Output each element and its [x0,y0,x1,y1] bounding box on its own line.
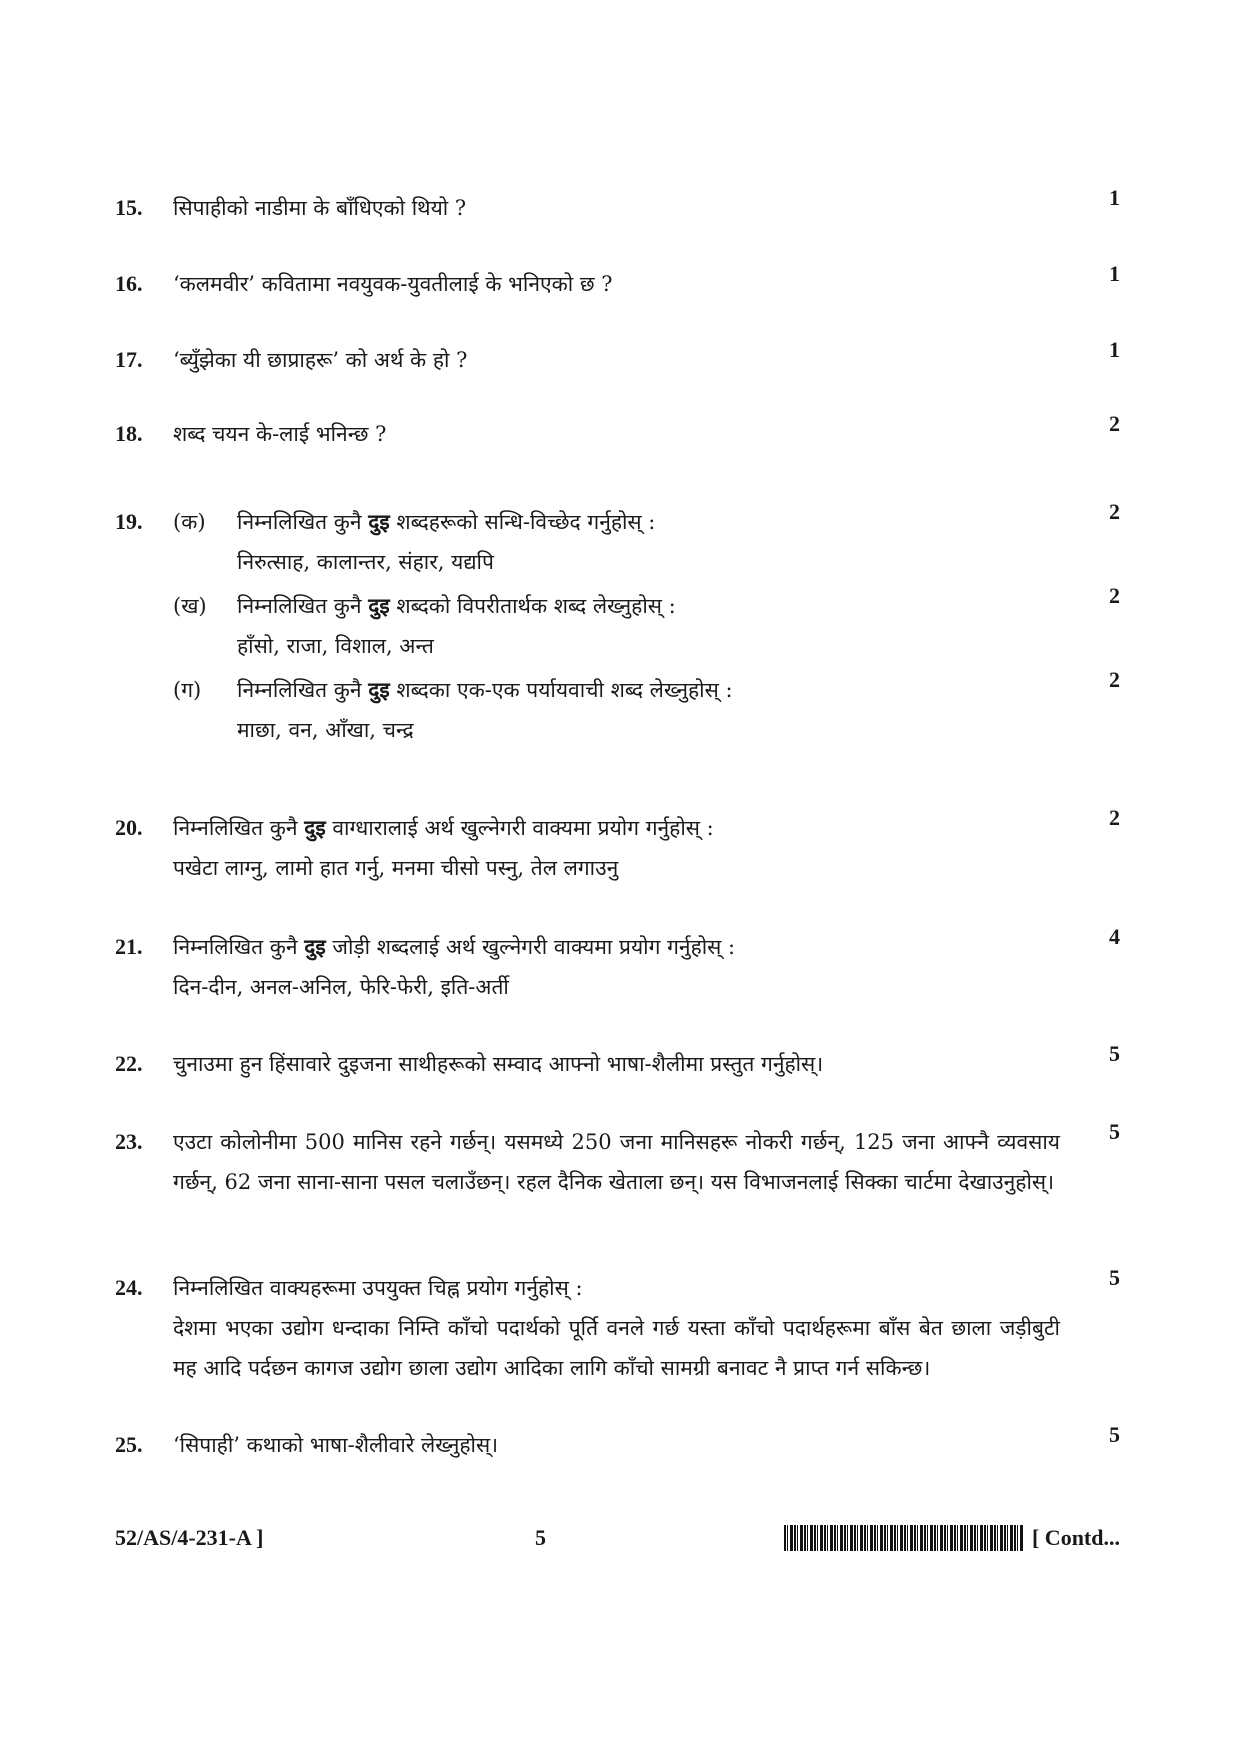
question-number: 25. [115,1432,143,1457]
question-24 [115,1265,1120,1388]
question-number: 16. [115,271,143,296]
question-number: 15. [115,195,143,220]
question-19 [115,499,1120,750]
paper-code: 52/AS/4-231-A ] [115,1525,264,1550]
subpart-words: निरुत्साह, कालान्तर, संहार, यद्यपि [237,550,494,574]
question-number: 20. [115,815,143,840]
question-18 [115,411,1120,454]
question-17 [115,337,1120,380]
subpart-label: (ख) [173,594,207,618]
subpart-text: निम्नलिखित कुनै दुइ शब्दको विपरीतार्थक शब्द लेख्नुहोस् : [237,593,676,618]
question-text: शब्द चयन के-लाई भनिन्छ ? [173,422,387,446]
question-number: 21. [115,934,143,959]
question-23 [115,1119,1120,1202]
question-paragraph: देशमा भएका उद्योग धन्दाका निम्ति काँचो पदार्थको पूर्ति वनले गर्छ यस्ता काँचो पदार्थहरूमा बाँस बेत छाला जड़ीबुटी मह आदि पर्दछन कागज उद्योग छाला उद्योग आदिका लागि काँचो सामग्री बनावट नै प्राप्त गर्न सकिन्छ। [173,1316,1060,1380]
question-text: ‘ब्युँझेका यी छाप्राहरू’ को अर्थ के हो ? [173,348,468,372]
page-footer [115,1525,1120,1565]
question-number: 24. [115,1275,143,1300]
question-number: 19. [115,509,143,534]
question-marks: 5 [1109,1041,1120,1066]
question-text: निम्नलिखित कुनै दुइ वाग्धारालाई अर्थ खुल्नेगरी वाक्यमा प्रयोग गर्नुहोस् : [173,815,714,840]
question-16 [115,261,1120,304]
question-text: सिपाहीको नाडीमा के बाँधिएको थियो ? [173,196,467,220]
subpart-label: (ग) [173,678,202,702]
subpart-words: हाँसो, राजा, विशाल, अन्त [237,634,434,658]
question-number: 22. [115,1051,143,1076]
question-text: एउटा कोलोनीमा 500 मानिस रहने गर्छन्। यसमध्ये 250 जना मानिसहरू नोकरी गर्छन्, 125 जना आफ्नै व्यवसाय गर्छन्, 62 जना साना-साना पसल चलाउँछन्। रहल दैनिक खेताला छन्। यस विभाजनलाई सिक्का चार्टमा देखाउनुहोस्। [173,1130,1060,1194]
question-22 [115,1041,1120,1084]
question-text: ‘कलमवीर’ कवितामा नवयुवक-युवतीलाई के भनिएको छ ? [173,272,613,296]
subpart-text: निम्नलिखित कुनै दुइ शब्दका एक-एक पर्यायवाची शब्द लेख्नुहोस् : [237,677,733,702]
question-number: 17. [115,347,143,372]
subpart-words: माछा, वन, आँखा, चन्द्र [237,718,414,742]
subpart-marks: 2 [1109,499,1120,524]
question-number: 23. [115,1129,143,1154]
subpart-marks: 2 [1109,583,1120,608]
question-words: दिन-दीन, अनल-अनिल, फेरि-फेरी, इति-अर्ती [173,975,509,999]
question-words: पखेटा लाग्नु, लामो हात गर्नु, मनमा चीसो पस्नु, तेल लगाउनु [173,856,619,880]
question-text: निम्नलिखित वाक्यहरूमा उपयुक्त चिह्न प्रयोग गर्नुहोस् : [173,1276,583,1300]
question-marks: 4 [1109,924,1120,949]
question-number: 18. [115,421,143,446]
question-marks: 5 [1109,1265,1120,1290]
question-marks: 1 [1109,185,1120,210]
question-marks: 5 [1109,1422,1120,1447]
page-number: 5 [535,1525,546,1550]
question-marks: 5 [1109,1119,1120,1144]
question-text: चुनाउमा हुन हिंसावारे दुइजना साथीहरूको सम्वाद आफ्नो भाषा-शैलीमा प्रस्तुत गर्नुहोस्। [173,1052,824,1076]
question-20 [115,805,1120,888]
question-21 [115,924,1120,1007]
question-marks: 2 [1109,411,1120,436]
continued-label: [ Contd... [1031,1525,1120,1550]
question-25 [115,1422,1120,1465]
subpart-label: (क) [173,510,206,534]
barcode-image [784,1525,1024,1551]
question-marks: 1 [1109,261,1120,286]
subpart-text: निम्नलिखित कुनै दुइ शब्दहरूको सन्धि-विच्छेद गर्नुहोस् : [237,509,656,534]
question-marks: 1 [1109,337,1120,362]
question-text: ‘सिपाही’ कथाको भाषा-शैलीवारे लेख्नुहोस्। [173,1433,499,1457]
question-marks: 2 [1109,805,1120,830]
question-text: निम्नलिखित कुनै दुइ जोड़ी शब्दलाई अर्थ खुल्नेगरी वाक्यमा प्रयोग गर्नुहोस् : [173,934,736,959]
question-15 [115,185,1120,228]
subpart-marks: 2 [1109,667,1120,692]
